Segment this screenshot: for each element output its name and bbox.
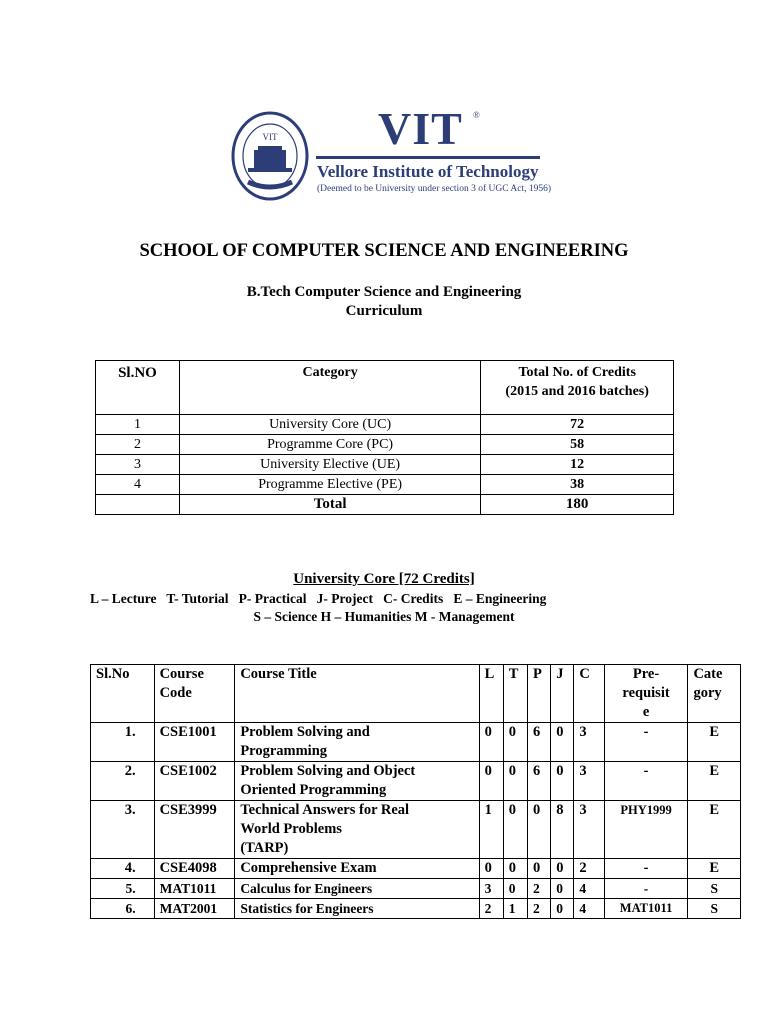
course-row — [91, 762, 741, 801]
credits-header-row — [96, 361, 674, 415]
header-total-credits-line1: Total No. of Credits — [518, 365, 636, 380]
course-l: 0 — [479, 859, 503, 879]
course-title-line: Oriented Programming — [240, 782, 387, 798]
course-l: 1 — [479, 801, 503, 859]
course-category: E — [688, 859, 741, 879]
header-p: P — [528, 665, 551, 723]
course-prerequisite: - — [604, 762, 688, 801]
credits-category: Programme Elective (PE) — [179, 475, 480, 495]
course-p: 0 — [528, 801, 551, 859]
curriculum-label: Curriculum — [345, 303, 423, 319]
course-title-line: Problem Solving and Object — [240, 763, 416, 779]
credits-total-label: Total — [179, 495, 480, 515]
course-title-line: (TARP) — [240, 840, 289, 856]
course-code: CSE3999 — [154, 801, 235, 859]
credits-value: 12 — [481, 455, 674, 475]
course-j: 8 — [551, 801, 574, 859]
logo-divider — [316, 156, 540, 159]
credits-table — [95, 360, 674, 515]
credits-category: University Core (UC) — [179, 415, 480, 435]
credits-row — [96, 475, 674, 495]
course-prerequisite: MAT1011 — [604, 899, 688, 919]
course-category: S — [688, 879, 741, 899]
header-l: L — [479, 665, 503, 723]
course-row — [91, 859, 741, 879]
course-t: 0 — [503, 723, 527, 762]
credits-value: 38 — [481, 475, 674, 495]
credits-row — [96, 415, 674, 435]
header-course-code — [154, 665, 235, 723]
course-title-line: Technical Answers for Real — [240, 802, 410, 818]
course-sl: 1. — [91, 723, 155, 762]
course-title — [235, 723, 479, 762]
vit-logo — [230, 100, 552, 205]
course-title — [235, 879, 479, 899]
header-category: Category — [179, 361, 480, 415]
legend-line-2: S – Science H – Humanities M - Management — [253, 609, 515, 624]
course-j: 0 — [551, 723, 574, 762]
header-total-credits-line2: (2015 and 2016 batches) — [505, 384, 649, 399]
vit-wordmark: VIT — [378, 103, 463, 154]
course-sl: 6. — [91, 899, 155, 919]
legend-line-1: L – Lecture T- Tutorial P- Practical J- Project C- Credits E – Engineering — [90, 591, 547, 606]
course-title — [235, 762, 479, 801]
credits-total-row — [96, 495, 674, 515]
course-j: 0 — [551, 762, 574, 801]
course-t: 1 — [503, 899, 527, 919]
course-c: 3 — [574, 801, 604, 859]
course-title-line: Calculus for Engineers — [240, 881, 373, 896]
credits-sl: 2 — [96, 435, 180, 455]
course-sl: 2. — [91, 762, 155, 801]
header-category — [688, 665, 741, 723]
course-p: 6 — [528, 723, 551, 762]
credits-value: 72 — [481, 415, 674, 435]
course-j: 0 — [551, 859, 574, 879]
course-row — [91, 899, 741, 919]
credits-row — [96, 435, 674, 455]
credits-category: University Elective (UE) — [179, 455, 480, 475]
course-c: 4 — [574, 899, 604, 919]
course-prerequisite: - — [604, 723, 688, 762]
course-c: 2 — [574, 859, 604, 879]
header-slno: Sl.NO — [96, 361, 180, 415]
school-title: SCHOOL OF COMPUTER SCIENCE AND ENGINEERING — [139, 241, 629, 261]
credits-total-value: 180 — [481, 495, 674, 515]
course-code: CSE1002 — [154, 762, 235, 801]
course-sl: 4. — [91, 859, 155, 879]
course-l: 3 — [479, 879, 503, 899]
course-p: 6 — [528, 762, 551, 801]
course-p: 2 — [528, 879, 551, 899]
course-p: 2 — [528, 899, 551, 919]
course-t: 0 — [503, 879, 527, 899]
course-title-line: Comprehensive Exam — [240, 860, 377, 876]
course-j: 0 — [551, 879, 574, 899]
course-t: 0 — [503, 859, 527, 879]
course-code: MAT2001 — [154, 899, 235, 919]
header-t: T — [503, 665, 527, 723]
program-title: B.Tech Computer Science and Engineering — [246, 284, 522, 300]
header-cat-line1: Cate — [693, 666, 723, 682]
credits-total-blank — [96, 495, 180, 515]
course-table — [90, 664, 741, 919]
university-seal-icon — [230, 110, 310, 202]
header-prerequisite — [604, 665, 688, 723]
registered-mark: ® — [473, 110, 480, 120]
course-code: MAT1011 — [154, 879, 235, 899]
credits-row — [96, 455, 674, 475]
header-pre-line2: requisit — [622, 685, 670, 701]
credits-value: 58 — [481, 435, 674, 455]
course-category: S — [688, 899, 741, 919]
course-row — [91, 723, 741, 762]
course-header-row — [91, 665, 741, 723]
header-pre-line1: Pre- — [632, 666, 660, 682]
credits-sl: 4 — [96, 475, 180, 495]
credits-sl: 3 — [96, 455, 180, 475]
header-code-line1: Course — [159, 666, 204, 682]
header-sl: Sl.No — [91, 665, 155, 723]
course-sl: 3. — [91, 801, 155, 859]
course-prerequisite: - — [604, 879, 688, 899]
course-prerequisite: PHY1999 — [604, 801, 688, 859]
course-c: 3 — [574, 723, 604, 762]
header-cat-line2: gory — [693, 685, 722, 701]
credits-sl: 1 — [96, 415, 180, 435]
deemed-university-note: (Deemed to be University under section 3 of UGC Act, 1956) — [317, 184, 552, 194]
course-p: 0 — [528, 859, 551, 879]
course-j: 0 — [551, 899, 574, 919]
course-title — [235, 801, 479, 859]
course-category: E — [688, 801, 741, 859]
course-code: CSE4098 — [154, 859, 235, 879]
header-total-credits — [481, 361, 674, 415]
seal-center-text: VIT — [262, 132, 278, 142]
course-l: 0 — [479, 762, 503, 801]
course-title-line: World Problems — [240, 821, 342, 837]
course-l: 2 — [479, 899, 503, 919]
course-title — [235, 899, 479, 919]
course-prerequisite: - — [604, 859, 688, 879]
course-c: 4 — [574, 879, 604, 899]
course-title — [235, 859, 479, 879]
course-code: CSE1001 — [154, 723, 235, 762]
course-l: 0 — [479, 723, 503, 762]
course-title-line: Programming — [240, 743, 328, 759]
institute-name: Vellore Institute of Technology — [317, 162, 539, 181]
course-t: 0 — [503, 801, 527, 859]
header-pre-line3: e — [642, 704, 650, 720]
header-course-title: Course Title — [235, 665, 479, 723]
university-core-title: University Core [72 Credits] — [293, 571, 475, 587]
course-category: E — [688, 723, 741, 762]
course-sl: 5. — [91, 879, 155, 899]
credits-category: Programme Core (PC) — [179, 435, 480, 455]
header-code-line2: Code — [159, 685, 192, 701]
course-category: E — [688, 762, 741, 801]
course-c: 3 — [574, 762, 604, 801]
header-j: J — [551, 665, 574, 723]
course-title-line: Problem Solving and — [240, 724, 370, 740]
course-title-line: Statistics for Engineers — [240, 901, 374, 916]
course-t: 0 — [503, 762, 527, 801]
course-row — [91, 801, 741, 859]
header-c: C — [574, 665, 604, 723]
course-row — [91, 879, 741, 899]
